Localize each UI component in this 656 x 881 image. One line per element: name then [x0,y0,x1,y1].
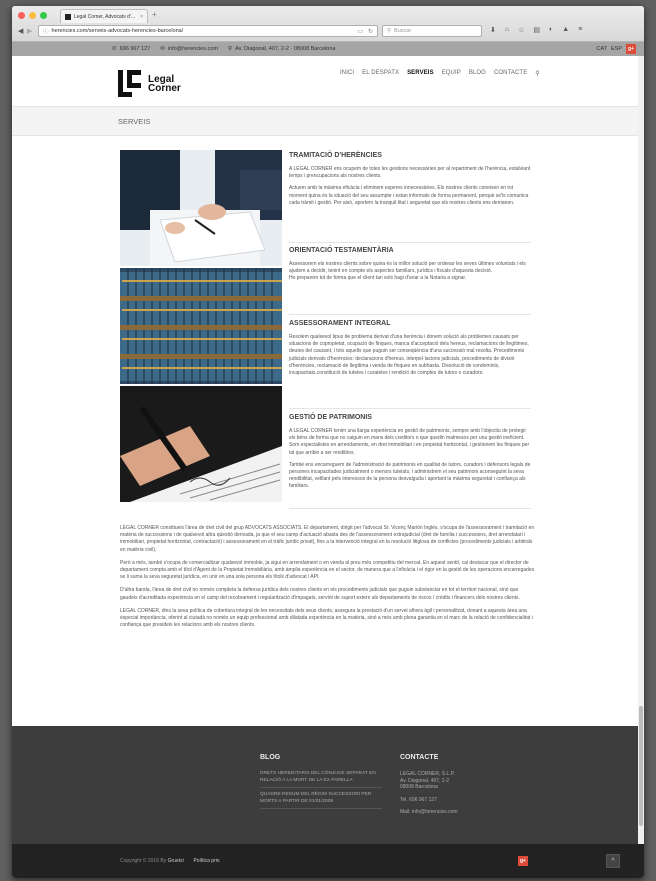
lang-esp-link[interactable]: ESP [610,46,622,52]
footer-address2: 08008 Barcelona [400,784,438,791]
address-text: Av. Diagonal, 407, 2-2 · 08008 Barcelona [235,46,336,52]
intro-text [120,525,536,635]
topbar-address [228,46,335,52]
phone-text: 696 967 127 [119,46,151,52]
footer-company: LEGAL CORNER, S.L.P. [400,771,455,777]
nav-contacte[interactable]: CONTACTE [493,70,528,76]
footer-tel[interactable]: Tel. 696 967 127 [400,796,437,803]
new-tab-icon[interactable]: + [152,10,157,19]
site-footer [12,726,644,844]
section-divider [289,314,531,315]
section-paragraph: També ens encarreguem de l'administració de patrimonis en qualitat de tutors, curadors i defensors legals de persones incapacitades judicialment o menors tutelats, i administrem el seu patrimoni aconseguint la seva rendibilitat, vetllant pels interessos de la persona desvalguda i aportant la màxima seguretat i confiança als familiars. [289,461,531,490]
page-title-bar [12,106,644,136]
bookmark-star-icon[interactable]: ☆ [518,27,525,34]
topbar-phone[interactable] [112,46,150,52]
browser-window [12,6,644,878]
main-nav [340,70,540,77]
minimize-window-button[interactable] [29,12,36,19]
site-header [12,56,644,106]
section-paragraph: Actuem amb la màxima eficàcia i eliminem esperes innecessàries. Els nostres clients coneixen en tot moment quina és la situació del seu assumpte i estan informats de forma permanent, perquè se'ls comunica cada tràmit i gestió. Per això, aportem la tranquil·litat i seguretat que els nostres clients ens demanen. [289,185,529,206]
browser-tab[interactable] [60,9,148,23]
section-paragraph: Resolem qualsevol tipus de problema derivat d'una herència i donem solució als problemes causats per situacions de copropietat, ocupació de finques, manca d'acceptació dels hereus, reclamacions de llegítimes, deutes del causant, i tots aquells que puguin ser conseqüència d'una successió mal resolta. Procediments judicials derivats d'herències: declaracions d'hereus, interpel·lacions judicials, procediments de divisió d'herències, reclamació de llegítima i venda de finques en subhasta. Dissolució de condominis, incapacitats,constitució de tuteles i curateles i rendició de comptes de tutors o curadors. [289,334,529,377]
share-icon[interactable]: ▲ [562,26,570,33]
google-plus-icon[interactable]: g+ [626,44,636,54]
logo-line1: Legal [148,73,175,85]
section-title: TRAMITACIÓ D'HERÈNCIES [289,152,382,159]
section-title: GESTIÓ DE PATRIMONIS [289,414,372,421]
lang-cat-link[interactable]: CAT [596,46,607,52]
site-favicon-icon [65,14,71,20]
site-top-bar [12,42,644,56]
close-tab-icon[interactable]: × [140,13,143,20]
intro-paragraph: LEGAL CORNER constitueix l'àrea de dret civil del grup ADVOCATS ASSOCIATS. El departament, dirigit per l'advocat Sr. Vicenç Marión Inglés, s'ocupa de l'assessorament i tramitació en matèria de successions i de qualsevol altra qüestió derivada, ja que el seu camp d'actuació abasta des de l'assessorament extrajudicial (dret de família i successions, dret arrendatari i immobiliari, propietat horitzontal, contractació) i assessorament en el tràfic jurídic privat), fins a la intervenció integral en la resolució litigiosa de conflictes (procediments judicials i arbitrals en matèria civil). [120,525,535,553]
service-assessorament-integral [289,320,531,382]
section-title: ASSESSORAMENT INTEGRAL [289,320,391,327]
close-window-button[interactable] [18,12,25,19]
footer-address1: Av. Diagonal, 407, 2-2 [400,777,450,784]
photo-law-library [120,268,282,384]
back-icon[interactable]: ◀ [18,28,24,35]
nav-blog[interactable]: BLOG [468,70,486,76]
intro-paragraph: Però a més, també s'ocupa de comercialitzar qualsevol immoble, ja sigui en arrendament o en venda al preu més competitiu del mercat. En aquest sentit, cal destacar que el director de departament compta amb el títol d'Agent de la Propietat Immobiliària, amb àmplia experiència en el sector, de manera que a l'eficàcia i el rigor en la gestió de les operacions encarregades se li suma la seva seguretat jurídica, en unir en una sola persona els títols d'advocat i API. [120,559,535,581]
footer-blog [260,754,382,813]
page-title: SERVEIS [118,117,151,126]
nav-equip[interactable]: EQUIP [441,70,461,76]
intro-paragraph: LEGAL CORNER, dins la seva política de cobertura integral de les necessitats dels seus clients, assegura la prestació d'un servei alhora àgil i personalitzat, donant a aquesta àrea una especial importància, oferint al ciutadà no només un equip professional amb dilatada experiència en la matèria, sinó a més amb plena garantia en el marc de la relació de confidencialitat i confiança que presideix les relacions amb els nostres clients. [120,607,533,629]
copyright [120,858,220,864]
search-icon[interactable]: ⚲ [535,71,540,77]
photo-business-meeting [120,150,282,266]
footer-blog-post[interactable]: QUADRE-RESUM DEL RÈGIM SUCCESSORI PER MORTS A PARTIR DE 01/01/2009 [260,792,382,809]
forward-icon[interactable]: ▶ [27,28,33,35]
service-tramitacio-herencies [289,152,531,212]
section-paragraph: Assessorem els nostres clients sobre quina és la millor solució per ordenar les seves últimes voluntats i els ajudem a decidir, tenint en compte els aspectes familiars, jurídics i fiscals d'aquesta decisió. Ho preparem tot de forma que el client tan sols hagi d'anar a la Notaria a signar. [289,261,526,282]
info-icon: ⓘ [43,29,49,35]
phone-icon: ✆ [112,46,117,52]
section-divider [289,242,531,243]
email-text: info@herencies.com [167,46,219,52]
search-icon: ⚲ [387,28,392,34]
copyright-brand-link[interactable]: Gruetzi [167,858,184,864]
location-pin-icon: ⚲ [228,46,233,52]
footer-contact-heading: CONTACTE [400,754,439,761]
reload-icon[interactable]: ↻ [367,28,373,35]
nav-serveis[interactable]: SERVEIS [407,70,434,76]
downloads-icon[interactable]: ⬇ [490,27,496,34]
page-scrollbar[interactable] [638,56,644,844]
logo-line2: Corner [148,82,181,94]
browser-tools [490,26,582,34]
privacy-link[interactable]: Política priv. [193,858,221,864]
back-to-top-button[interactable]: ^ [606,854,620,868]
browser-toolbar [12,6,644,42]
nav-inici[interactable]: INICI [340,70,355,76]
section-paragraph: A LEGAL CORNER tenim una llarga experiència en gestió de patrimonis, sempre amb l'objectiu de protegir els béns de forma que no caiguin en mans dels creditors o que quedin malmesos per una gestió ineficient. Som especialistes en arrendaments, en dret immobiliari i en propietat horitzontal, i gestionem les finques per tal que arribin a ser rendibles. [289,428,530,456]
footer-bottom-bar [12,844,644,878]
site-logo[interactable] [118,70,181,97]
topbar-email[interactable] [160,46,218,52]
intro-paragraph: D'altra banda, l'àrea de dret civil no només completa la defensa jurídica dels nostres clients en els procediments judicials que puguin substanciar en tot el territori nacional, sinó que gaudeix d'acreditada experiència en el camp del recobrament i regularització d'impagats, servint de suport extern als departaments de riscos / crèdits i financers dels nostres clients. [120,587,520,601]
section-title: ORIENTACIÓ TESTAMENTÀRIA [289,247,394,254]
section-paragraph: A LEGAL CORNER ens ocupem de totes les gestions necessàries per al repartiment de l'herència, estalviant temps i preocupacions als nostres clients. [289,166,531,180]
window-controls [18,12,47,19]
language-switcher [596,44,636,54]
url-text: herencies.com/serveis-advocats-herencies-barcelona/ [51,28,184,34]
service-orientacio-testamentaria [289,247,531,288]
search-placeholder: Buscar [394,28,412,34]
maximize-window-button[interactable] [40,12,47,19]
mail-icon: ✉ [160,46,165,52]
pocket-icon[interactable]: ◐ [549,26,554,33]
section-divider [289,408,531,409]
browser-search-input[interactable] [382,25,482,37]
scrollbar-thumb[interactable] [639,706,643,826]
logo-text [148,75,181,93]
nav-el-despatx[interactable]: EL DESPATX [362,70,400,76]
footer-google-plus-icon[interactable]: g+ [518,856,528,866]
service-gestio-patrimonis [289,414,531,496]
logo-mark-icon [118,70,145,97]
copyright-text: Copyright © 2016 By [120,858,167,864]
footer-blog-heading: BLOG [260,754,281,761]
reader-icon[interactable]: ▭ [357,28,363,35]
url-bar[interactable] [38,25,378,37]
photo-signing-document [120,386,282,502]
home-icon[interactable]: ⌂ [504,26,510,33]
tab-title: Legal Corner, Advocats d'... [74,13,135,20]
section-divider [289,508,531,509]
bookmarks-icon[interactable]: ▤ [533,27,541,34]
footer-contact [400,754,458,816]
menu-icon[interactable]: ≡ [578,26,583,33]
footer-blog-post[interactable]: DRETS HEREDITARIS DEL CÒNJUGE SEPARAT EN RELACIÓ A LA MORT DE LA EX PARELLA [260,771,382,788]
footer-mail[interactable]: Mail: info@herencies.com [400,809,458,816]
